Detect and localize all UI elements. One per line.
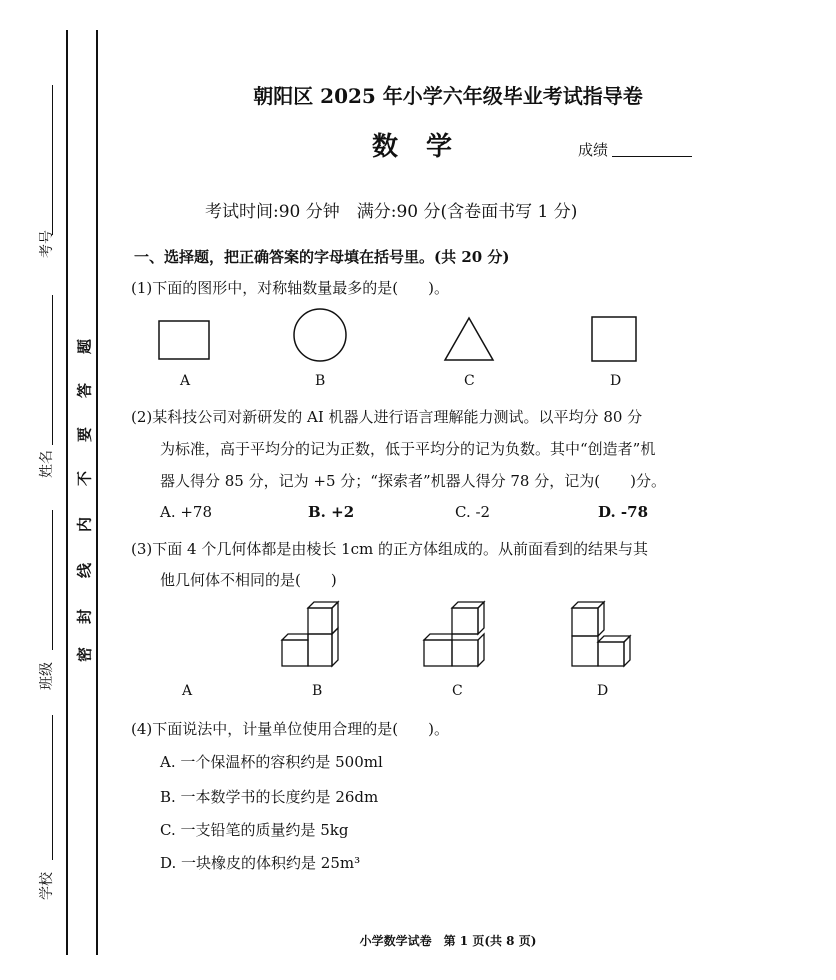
class-rule xyxy=(52,510,53,650)
question-3-line-2: 他几何体不相同的是( ) xyxy=(160,571,337,589)
subject-title: 数学 xyxy=(372,132,481,162)
seal-char: 不 xyxy=(75,471,94,487)
seal-char: 内 xyxy=(75,517,94,533)
option-label-d: D xyxy=(597,683,609,699)
section-heading: 一、选择题，把正确答案的字母填在括号里。(共 20 分) xyxy=(134,248,510,266)
class-label: 班级 xyxy=(39,662,55,690)
seal-char: 题 xyxy=(75,339,94,355)
exam-number-label: 考号 xyxy=(39,230,55,258)
seal-char: 封 xyxy=(75,609,94,625)
option-label-d: D xyxy=(610,373,622,389)
option-label-a: A xyxy=(180,373,191,389)
question-1-text: (1)下面的图形中，对称轴数量最多的是( )。 xyxy=(131,279,449,297)
circle-icon xyxy=(293,308,349,364)
option-b: B. 一本数学书的长度约是 26dm xyxy=(160,788,379,806)
option-d: D. 一块橡皮的体积约是 25m³ xyxy=(160,854,361,872)
question-2-line-2: 为标准，高于平均分的记为正数，低于平均分的记为负数。其中“创造者”机 xyxy=(160,440,656,458)
name-rule xyxy=(52,295,53,445)
name-label: 姓名 xyxy=(39,450,55,478)
question-2-line-3: 器人得分 85 分，记为 +5 分；“探索者”机器人得分 78 分，记为( )分。 xyxy=(160,472,666,490)
triangle-icon xyxy=(443,316,495,362)
score-blank[interactable] xyxy=(612,156,692,157)
seal-char: 密 xyxy=(75,647,94,663)
page-footer: 小学数学试卷 第 1 页(共 8 页) xyxy=(359,934,537,948)
score-label: 成绩 xyxy=(578,141,609,159)
school-rule xyxy=(52,715,53,860)
seal-char: 线 xyxy=(75,563,94,579)
cube-figure-c-icon xyxy=(420,600,492,672)
question-3-line-1: (3)下面 4 个几何体都是由棱长 1cm 的正方体组成的。从前面看到的结果与其 xyxy=(131,540,649,558)
question-4-text: (4)下面说法中，计量单位使用合理的是( )。 xyxy=(131,720,449,738)
option-label-b: B xyxy=(312,683,323,699)
cube-figure-b-icon xyxy=(278,600,348,672)
option-label-c: C xyxy=(452,683,463,699)
option-c: C. 一支铅笔的质量约是 5kg xyxy=(160,821,349,839)
square-icon xyxy=(591,316,637,362)
exam-info: 考试时间:90 分钟 满分:90 分(含卷面书写 1 分) xyxy=(205,202,578,222)
cube-figure-d-icon xyxy=(568,600,638,672)
school-label: 学校 xyxy=(39,872,55,900)
option-d: D. -78 xyxy=(598,503,649,521)
question-2-line-1: (2)某科技公司对新研发的 AI 机器人进行语言理解能力测试。以平均分 80 分 xyxy=(131,408,643,426)
seal-char: 答 xyxy=(75,383,94,399)
binding-line-outer xyxy=(66,30,68,955)
option-b: B. +2 xyxy=(308,503,355,521)
option-c: C. -2 xyxy=(455,503,491,521)
option-label-c: C xyxy=(464,373,475,389)
option-label-b: B xyxy=(315,373,326,389)
seal-char: 要 xyxy=(75,427,94,443)
option-a: A. 一个保温杯的容积约是 500ml xyxy=(160,753,383,771)
binding-line-inner xyxy=(96,30,98,955)
rectangle-icon xyxy=(158,320,210,360)
option-label-a: A xyxy=(182,683,193,699)
option-a: A. +78 xyxy=(160,503,213,521)
exam-title: 朝阳区 2025 年小学六年级毕业考试指导卷 xyxy=(253,84,643,108)
